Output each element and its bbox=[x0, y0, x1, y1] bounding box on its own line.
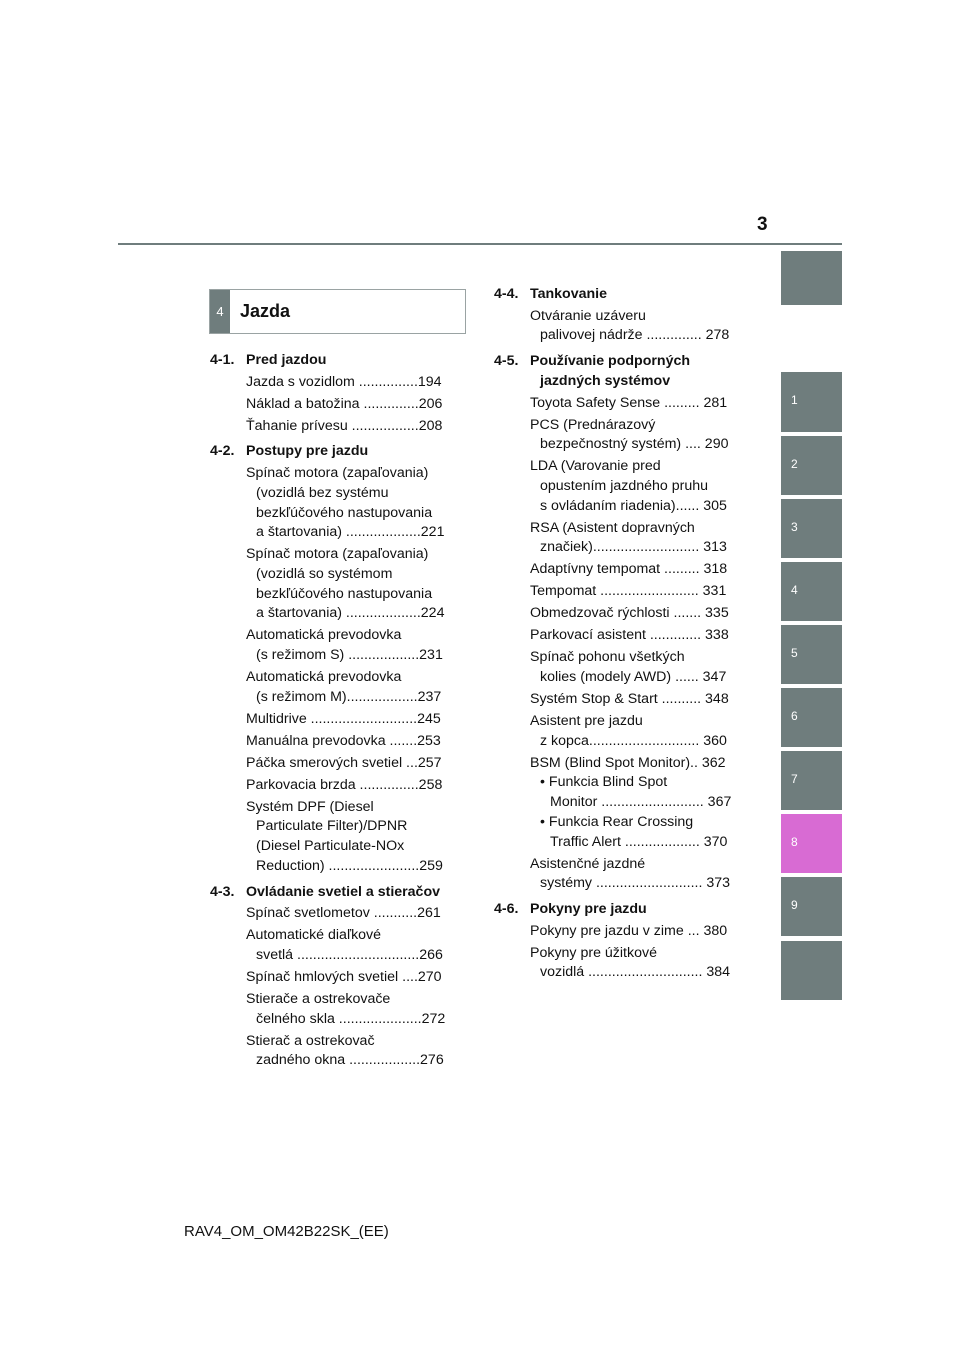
toc-section-number: 4-2. bbox=[210, 443, 235, 460]
toc-entry[interactable] bbox=[210, 798, 460, 877]
toc-entry[interactable] bbox=[210, 776, 460, 796]
toc-entry-text: (Diesel Particulate-NOx bbox=[256, 838, 405, 855]
toc-entry[interactable] bbox=[494, 416, 744, 455]
toc-entry[interactable] bbox=[210, 754, 460, 774]
toc-entry[interactable] bbox=[210, 968, 460, 988]
toc-section-heading[interactable] bbox=[210, 442, 460, 462]
toc-entry[interactable] bbox=[494, 944, 744, 983]
toc-entry-text: Tempomat ......................... 331 bbox=[530, 583, 727, 600]
tab-label: 6 bbox=[791, 709, 798, 723]
toc-entry-text: Stierače a ostrekovače bbox=[246, 990, 391, 1007]
toc-entry-text: Systém DPF (Diesel bbox=[246, 798, 374, 815]
tab-label: 5 bbox=[791, 646, 798, 660]
tab-label: 2 bbox=[791, 457, 798, 471]
toc-entry-text: značiek)........................... 313 bbox=[540, 539, 727, 556]
toc-section-title: Pokyny pre jazdu bbox=[530, 900, 647, 917]
toc-section-heading[interactable] bbox=[494, 900, 744, 920]
toc-entry[interactable] bbox=[494, 560, 744, 580]
toc-entry-text: Spínač svetlometov ...........261 bbox=[246, 905, 441, 922]
toc-section-title: Pred jazdou bbox=[246, 352, 327, 368]
section-number: 4 bbox=[210, 290, 230, 333]
toc-section-title: Používanie podporných bbox=[530, 353, 691, 370]
toc-entry-text: BSM (Blind Spot Monitor).. 362 bbox=[530, 754, 726, 771]
toc-entry[interactable] bbox=[210, 545, 460, 624]
toc-entry-text: bezkľúčového nastupovania bbox=[256, 585, 433, 602]
toc-entry[interactable] bbox=[210, 990, 460, 1029]
toc-entry-text: • Funkcia Blind Spot bbox=[540, 774, 668, 791]
toc-entry-text: LDA (Varovanie pred bbox=[530, 458, 661, 475]
toc-entry-text: Spínač pohonu všetkých bbox=[530, 649, 685, 666]
toc-entry-text: Obmedzovač rýchlosti ....... 335 bbox=[530, 605, 729, 622]
toc-entry-text: Monitor .......................... 367 bbox=[550, 794, 732, 811]
toc-entry-text: Jazda s vozidlom ...............194 bbox=[246, 373, 442, 390]
toc-entry-text: Spínač hmlových svetiel ....270 bbox=[246, 968, 442, 985]
toc-entry-text: a štartovania) ...................221 bbox=[256, 524, 445, 541]
toc-entry[interactable] bbox=[210, 710, 460, 730]
toc-subentry[interactable] bbox=[494, 773, 744, 812]
toc-right-column bbox=[494, 285, 744, 985]
tab-label: 3 bbox=[791, 520, 798, 534]
toc-entry[interactable] bbox=[494, 394, 744, 414]
toc-section-heading[interactable] bbox=[494, 352, 744, 391]
toc-entry[interactable] bbox=[494, 754, 744, 774]
toc-entry[interactable] bbox=[210, 926, 460, 965]
toc-entry-text: čelného skla .....................272 bbox=[256, 1010, 446, 1027]
tab-label: 8 bbox=[791, 835, 798, 849]
toc-entry-text: Pokyny pre jazdu v zime ... 380 bbox=[530, 922, 728, 939]
toc-entry[interactable] bbox=[494, 712, 744, 751]
tab-2[interactable] bbox=[781, 436, 842, 495]
toc-entry-text: • Funkcia Rear Crossing bbox=[540, 813, 694, 830]
toc-entry-text: Spínač motora (zapaľovania) bbox=[246, 465, 429, 482]
toc-section-number: 4-5. bbox=[494, 353, 519, 370]
toc-entry-text: Manuálna prevodovka .......253 bbox=[246, 732, 441, 749]
toc-entry-text: bezkľúčového nastupovania bbox=[256, 504, 433, 521]
toc-entry[interactable] bbox=[210, 395, 460, 415]
toc-entry-text: s ovládaním riadenia)...... 305 bbox=[540, 497, 727, 514]
toc-entry[interactable] bbox=[494, 307, 744, 346]
tab-label: 4 bbox=[791, 583, 798, 597]
toc-entry-text: Stierač a ostrekovač bbox=[246, 1032, 375, 1049]
tab-6[interactable] bbox=[781, 688, 842, 747]
toc-entry-text: Particulate Filter)/DPNR bbox=[256, 818, 408, 835]
toc-entry-text: Páčka smerových svetiel ...257 bbox=[246, 754, 442, 771]
tab-label: 9 bbox=[791, 898, 798, 912]
toc-section-number: 4-1. bbox=[210, 352, 235, 368]
toc-entry-text: Automatická prevodovka bbox=[246, 669, 402, 686]
page-number: 3 bbox=[757, 214, 768, 235]
document-code-footer: RAV4_OM_OM42B22SK_(EE) bbox=[184, 1223, 389, 1240]
toc-section-title: Tankovanie bbox=[530, 286, 608, 302]
toc-entry[interactable] bbox=[494, 855, 744, 894]
toc-entry-text: Automatická prevodovka bbox=[246, 627, 402, 644]
tab-9[interactable] bbox=[781, 877, 842, 936]
toc-entry-text: systémy ........................... 373 bbox=[540, 875, 731, 892]
toc-entry-text: Ťahanie prívesu .................208 bbox=[246, 417, 443, 434]
toc-entry[interactable] bbox=[210, 1032, 460, 1071]
tab-8[interactable] bbox=[781, 814, 842, 873]
toc-entry[interactable] bbox=[210, 668, 460, 707]
toc-entry-text: (s režimom S) ..................231 bbox=[256, 647, 443, 664]
toc-entry[interactable] bbox=[210, 373, 460, 393]
toc-entry-text: Parkovacia brzda ...............258 bbox=[246, 776, 443, 793]
toc-entry-text: RSA (Asistent dopravných bbox=[530, 519, 695, 536]
toc-entry-text: (vozidlá bez systému bbox=[256, 484, 389, 501]
toc-section-title: Ovládanie svetiel a stieračov bbox=[246, 883, 441, 900]
toc-section-title: Postupy pre jazdu bbox=[246, 443, 369, 460]
toc-entry[interactable] bbox=[494, 604, 744, 624]
section-header bbox=[209, 289, 466, 334]
tab-4[interactable] bbox=[781, 562, 842, 621]
toc-entry-text: opustením jazdného pruhu bbox=[540, 477, 709, 494]
toc-entry[interactable] bbox=[210, 464, 460, 543]
toc-entry[interactable] bbox=[494, 519, 744, 558]
toc-entry-text: kolies (modely AWD) ...... 347 bbox=[540, 669, 727, 686]
toc-left-column bbox=[210, 351, 460, 1073]
toc-entry[interactable] bbox=[494, 582, 744, 602]
toc-entry-text: z kopca............................ 360 bbox=[540, 732, 727, 749]
toc-entry-text: (vozidlá so systémom bbox=[256, 565, 393, 582]
toc-section-number: 4-3. bbox=[210, 883, 235, 900]
toc-entry-text: Systém Stop & Start .......... 348 bbox=[530, 691, 729, 708]
toc-entry[interactable] bbox=[494, 626, 744, 646]
toc-section-heading[interactable] bbox=[494, 285, 744, 305]
tab-blank-bottom[interactable] bbox=[781, 941, 842, 1000]
toc-entry-text: Spínač motora (zapaľovania) bbox=[246, 546, 429, 563]
toc-entry-text: Otváranie uzáveru bbox=[530, 307, 646, 324]
toc-entry-text: Parkovací asistent ............. 338 bbox=[530, 627, 729, 644]
toc-section-heading[interactable] bbox=[210, 883, 460, 903]
toc-entry-text: zadného okna ..................276 bbox=[256, 1052, 444, 1069]
toc-section-number: 4-4. bbox=[494, 286, 519, 302]
toc-entry-text: svetlá ...............................266 bbox=[256, 946, 443, 963]
toc-entry-text: Reduction) .......................259 bbox=[256, 857, 443, 874]
toc-section-heading[interactable] bbox=[210, 351, 460, 371]
toc-entry-text: (s režimom M)..................237 bbox=[256, 688, 442, 705]
toc-section-number: 4-6. bbox=[494, 900, 519, 917]
header-rule bbox=[118, 243, 842, 245]
toc-subentry[interactable] bbox=[494, 813, 744, 852]
toc-entry[interactable] bbox=[494, 922, 744, 942]
tab-5[interactable] bbox=[781, 625, 842, 684]
tab-7[interactable] bbox=[781, 751, 842, 810]
section-title: Jazda bbox=[240, 301, 291, 321]
toc-entry-text: Traffic Alert ................... 370 bbox=[550, 833, 728, 850]
toc-entry-text: Adaptívny tempomat ......... 318 bbox=[530, 561, 728, 578]
toc-entry-text: Multidrive ...........................245 bbox=[246, 710, 441, 727]
toc-entry-text: Automatické diaľkové bbox=[246, 927, 382, 944]
toc-entry-text: Toyota Safety Sense ......... 281 bbox=[530, 394, 728, 411]
toc-entry[interactable] bbox=[210, 417, 460, 437]
toc-entry-text: Asistent pre jazdu bbox=[530, 713, 643, 730]
toc-entry[interactable] bbox=[494, 648, 744, 687]
toc-entry-text: PCS (Prednárazový bbox=[530, 416, 656, 433]
tab-label: 7 bbox=[791, 772, 798, 786]
tab-label: 1 bbox=[791, 393, 798, 407]
toc-entry[interactable] bbox=[210, 732, 460, 752]
toc-section-title: jazdných systémov bbox=[540, 372, 671, 389]
toc-entry-text: Pokyny pre úžitkové bbox=[530, 944, 657, 961]
tab-blank-top[interactable] bbox=[781, 251, 842, 305]
toc-entry[interactable] bbox=[210, 904, 460, 924]
toc-entry-text: vozidlá ............................. 384 bbox=[540, 964, 731, 981]
toc-entry-text: Asistenčné jazdné bbox=[530, 855, 646, 872]
toc-entry[interactable] bbox=[210, 626, 460, 665]
toc-entry[interactable] bbox=[494, 690, 744, 710]
toc-entry[interactable] bbox=[494, 457, 744, 516]
toc-entry-text: palivovej nádrže .............. 278 bbox=[540, 327, 730, 344]
toc-entry-text: Náklad a batožina ..............206 bbox=[246, 395, 443, 412]
tab-1[interactable] bbox=[781, 372, 842, 432]
toc-entry-text: a štartovania) ...................224 bbox=[256, 605, 445, 622]
tab-3[interactable] bbox=[781, 499, 842, 558]
toc-entry-text: bezpečnostný systém) .... 290 bbox=[540, 436, 729, 453]
